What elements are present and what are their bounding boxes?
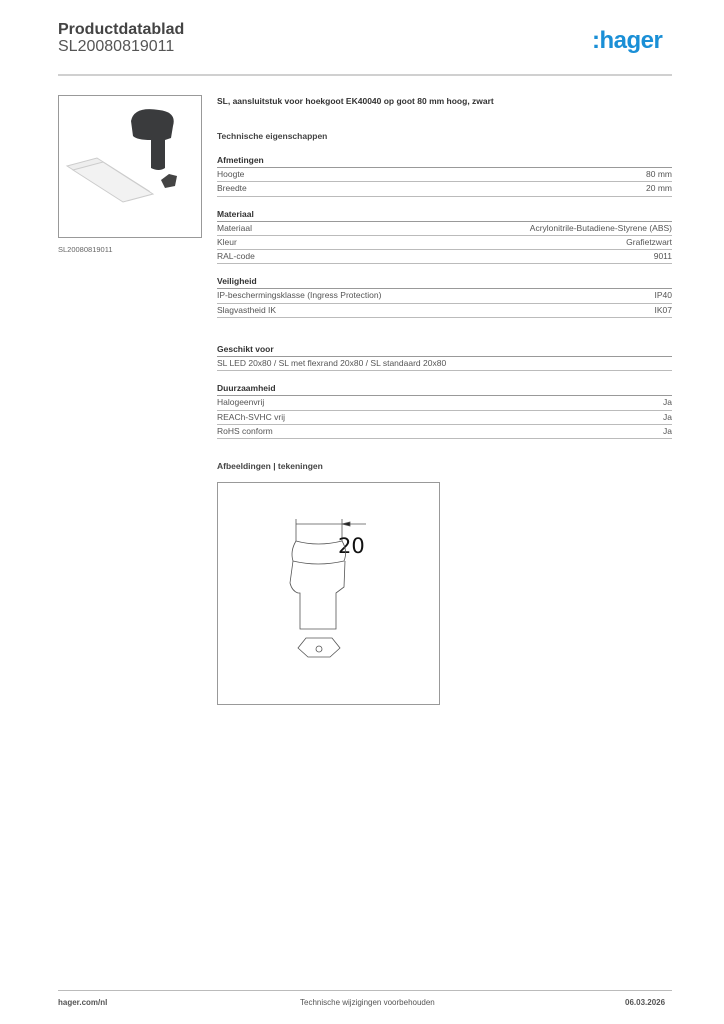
footer-disclaimer: Technische wijzigingen voorbehouden — [300, 998, 435, 1007]
tech-heading: Technische eigenschappen — [217, 131, 328, 141]
spec-label: Halogeenvrij — [217, 397, 265, 408]
spec-row — [217, 168, 672, 182]
spec-group — [217, 344, 672, 371]
spec-row — [217, 304, 672, 318]
product-title: SL, aansluitstuk voor hoekgoot EK40040 op goot 80 mm hoog, zwart — [217, 96, 494, 106]
hager-logo: :hager — [592, 27, 663, 54]
spec-label: REACh-SVHC vrij — [217, 411, 286, 422]
spec-value: IP40 — [654, 290, 672, 301]
spec-label: SL LED 20x80 / SL met flexrand 20x80 / SL standaard 20x80 — [217, 358, 447, 369]
spec-value: 9011 — [653, 251, 672, 262]
spec-label: RAL-code — [217, 251, 255, 262]
group-title: Geschikt voor — [217, 344, 672, 357]
svg-text:20: 20 — [338, 534, 365, 558]
spec-value: IK07 — [654, 304, 672, 315]
spec-row — [217, 411, 672, 425]
product-code: SL20080819011 — [58, 38, 175, 55]
spec-value: Ja — [663, 411, 672, 422]
divider — [58, 74, 672, 76]
spec-section — [217, 96, 672, 471]
group-title: Veiligheid — [217, 276, 672, 289]
image-caption: SL20080819011 — [58, 245, 113, 254]
spec-group — [217, 383, 672, 439]
spec-label: IP-beschermingsklasse (Ingress Protection) — [217, 290, 382, 301]
spec-row — [217, 250, 672, 264]
spec-row — [217, 425, 672, 439]
spec-group — [217, 276, 672, 318]
group-title: Materiaal — [217, 209, 672, 222]
spec-group — [217, 155, 672, 197]
spec-label: Slagvastheid IK — [217, 304, 277, 315]
group-title: Afmetingen — [217, 155, 672, 168]
footer-divider — [58, 990, 672, 991]
spec-value: 20 mm — [646, 183, 672, 194]
spec-value: Acrylonitrile-Butadiene-Styrene (ABS) — [529, 222, 672, 233]
spec-value: Grafietzwart — [626, 236, 672, 247]
footer-website-link[interactable]: hager.com/nl — [58, 998, 108, 1007]
product-image — [58, 95, 202, 238]
footer-date: 06.03.2026 — [625, 998, 666, 1007]
spec-label: Kleur — [217, 236, 237, 247]
spec-value: Ja — [663, 397, 672, 408]
dimension-drawing — [217, 482, 440, 705]
spec-row — [217, 182, 672, 196]
drawings-heading: Afbeeldingen | tekeningen — [217, 461, 323, 472]
group-title: Duurzaamheid — [217, 383, 672, 396]
spec-row — [217, 289, 672, 303]
spec-row — [217, 396, 672, 410]
spec-value: 80 mm — [646, 169, 672, 179]
spec-label: Hoogte — [217, 169, 245, 179]
spec-row — [217, 236, 672, 250]
spec-value: Ja — [663, 425, 672, 436]
spec-row — [217, 357, 672, 371]
spec-label: Breedte — [217, 183, 247, 194]
spec-group — [217, 209, 672, 265]
spec-label: RoHS conform — [217, 425, 273, 436]
spec-row — [217, 222, 672, 236]
page-title: Productdatablad — [58, 21, 185, 38]
spec-label: Materiaal — [217, 222, 252, 233]
